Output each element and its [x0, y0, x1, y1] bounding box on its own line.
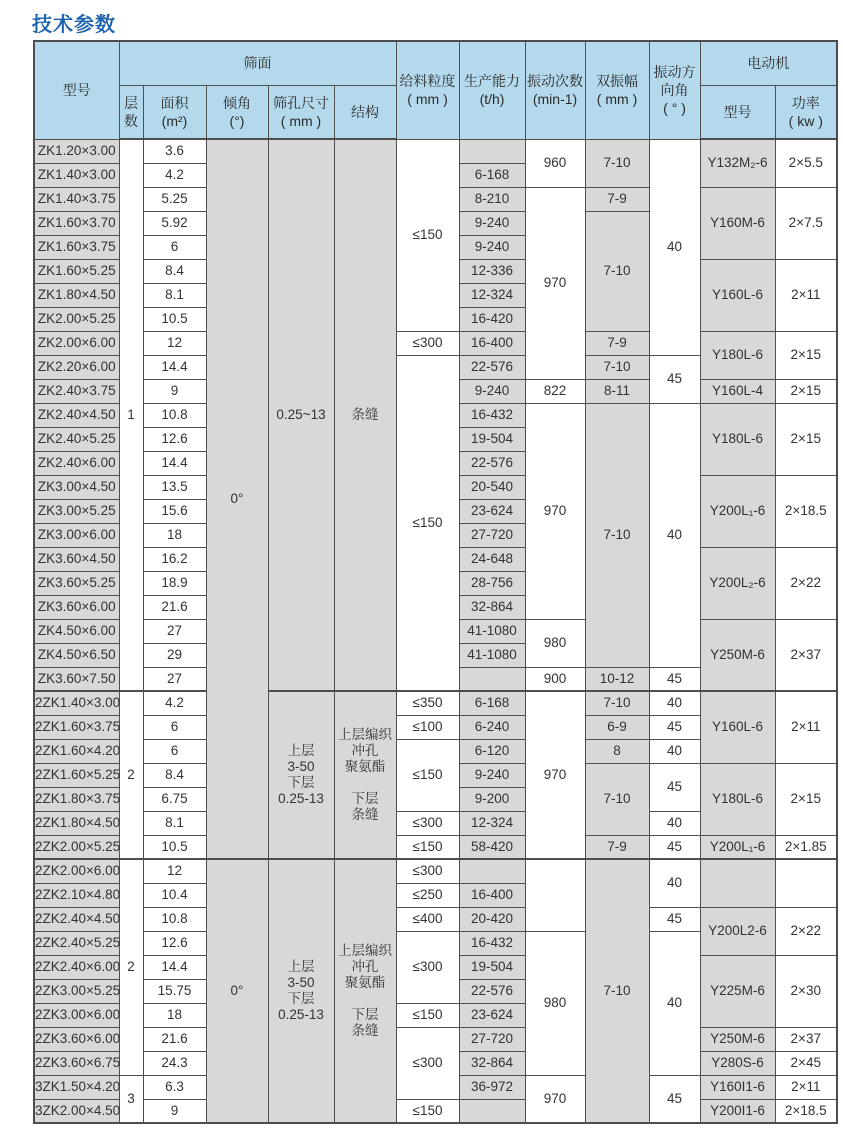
- cell-capacity: [459, 1099, 525, 1123]
- cell-layers: 3: [119, 1075, 143, 1123]
- cell-area: 5.25: [143, 187, 206, 211]
- cell-model: 2ZK1.60×3.75: [34, 715, 119, 739]
- cell-angle: 45: [649, 835, 700, 859]
- cell-frequency: 970: [525, 403, 585, 619]
- cell-amplitude: 7-10: [585, 859, 649, 1123]
- cell-model: ZK3.60×4.50: [34, 547, 119, 571]
- cell-angle: 45: [649, 667, 700, 691]
- cell-power: [775, 859, 837, 907]
- cell-power: 2×11: [775, 691, 837, 763]
- header-frequency: 振动次数 (min-1): [525, 41, 585, 139]
- cell-frequency: 970: [525, 187, 585, 379]
- cell-layers: 2: [119, 691, 143, 859]
- cell-area: 6.3: [143, 1075, 206, 1099]
- cell-model: 2ZK1.80×3.75: [34, 787, 119, 811]
- cell-area: 13.5: [143, 475, 206, 499]
- cell-model: 2ZK2.40×6.00: [34, 955, 119, 979]
- cell-power: 2×15: [775, 331, 837, 379]
- cell-model: ZK3.00×6.00: [34, 523, 119, 547]
- cell-model: 2ZK2.10×4.80: [34, 883, 119, 907]
- cell-capacity: 9-240: [459, 211, 525, 235]
- cell-model: 2ZK2.40×5.25: [34, 931, 119, 955]
- cell-amplitude: 10-12: [585, 667, 649, 691]
- header-motor-model: 型号: [700, 85, 775, 139]
- cell-capacity: 22-576: [459, 451, 525, 475]
- cell-amplitude: 8-11: [585, 379, 649, 403]
- cell-model: ZK4.50×6.50: [34, 643, 119, 667]
- cell-capacity: 6-240: [459, 715, 525, 739]
- cell-frequency: 822: [525, 379, 585, 403]
- cell-model: ZK2.40×3.75: [34, 379, 119, 403]
- cell-amplitude: 7-10: [585, 691, 649, 715]
- cell-motor: Y250M-6: [700, 1027, 775, 1051]
- cell-model: ZK4.50×6.00: [34, 619, 119, 643]
- cell-model: ZK2.20×6.00: [34, 355, 119, 379]
- cell-feed: ≤150: [396, 739, 459, 811]
- cell-capacity: 23-624: [459, 1003, 525, 1027]
- cell-motor: Y250M-6: [700, 619, 775, 691]
- cell-area: 12.6: [143, 427, 206, 451]
- cell-power: 2×30: [775, 955, 837, 1027]
- header-feed-size: 给料粒度 ( mm ): [396, 41, 459, 139]
- cell-area: 16.2: [143, 547, 206, 571]
- cell-capacity: 28-756: [459, 571, 525, 595]
- cell-amplitude: 7-10: [585, 763, 649, 835]
- cell-area: 6: [143, 715, 206, 739]
- cell-capacity: 19-504: [459, 427, 525, 451]
- cell-capacity: [459, 139, 525, 163]
- cell-capacity: 19-504: [459, 955, 525, 979]
- table-row: [34, 835, 837, 859]
- cell-model: ZK2.40×4.50: [34, 403, 119, 427]
- cell-power: 2×5.5: [775, 139, 837, 187]
- table-header: [34, 41, 837, 139]
- cell-area: 14.4: [143, 451, 206, 475]
- cell-motor: Y200L₁-6: [700, 835, 775, 859]
- header-amplitude: 双振幅 ( mm ): [585, 41, 649, 139]
- cell-power: 2×15: [775, 763, 837, 835]
- cell-model: ZK1.20×3.00: [34, 139, 119, 163]
- cell-model: ZK1.40×3.75: [34, 187, 119, 211]
- cell-power: 2×11: [775, 1075, 837, 1099]
- cell-model: 2ZK3.60×6.75: [34, 1051, 119, 1075]
- header-structure: 结构: [334, 85, 396, 139]
- cell-model: ZK2.40×6.00: [34, 451, 119, 475]
- cell-power: 2×18.5: [775, 475, 837, 547]
- table-row: [34, 859, 837, 883]
- cell-model: ZK3.60×6.00: [34, 595, 119, 619]
- cell-angle: 40: [649, 739, 700, 763]
- cell-area: 10.4: [143, 883, 206, 907]
- cell-incline: 0°: [206, 859, 268, 1123]
- cell-feed: ≤300: [396, 811, 459, 835]
- cell-area: 12.6: [143, 931, 206, 955]
- header-motor: 电动机: [700, 41, 837, 85]
- cell-feed: ≤100: [396, 715, 459, 739]
- cell-area: 8.4: [143, 763, 206, 787]
- cell-area: 12: [143, 859, 206, 883]
- cell-frequency: 980: [525, 931, 585, 1075]
- cell-model: ZK3.00×4.50: [34, 475, 119, 499]
- cell-capacity: [459, 667, 525, 691]
- cell-model: ZK2.00×6.00: [34, 331, 119, 355]
- cell-area: 6.75: [143, 787, 206, 811]
- cell-model: ZK1.60×5.25: [34, 259, 119, 283]
- cell-angle: 40: [649, 139, 700, 355]
- cell-capacity: 27-720: [459, 523, 525, 547]
- cell-capacity: 41-1080: [459, 643, 525, 667]
- cell-area: 12: [143, 331, 206, 355]
- cell-capacity: 12-336: [459, 259, 525, 283]
- cell-structure: 条缝: [334, 139, 396, 691]
- cell-feed: ≤300: [396, 859, 459, 883]
- table-row: [34, 907, 837, 931]
- cell-feed: ≤150: [396, 835, 459, 859]
- cell-capacity: 16-420: [459, 307, 525, 331]
- header-angle: 振动方 向角 ( ° ): [649, 41, 700, 139]
- cell-angle: 40: [649, 859, 700, 907]
- cell-area: 6: [143, 235, 206, 259]
- cell-capacity: 12-324: [459, 283, 525, 307]
- cell-model: 3ZK2.00×4.50: [34, 1099, 119, 1123]
- cell-feed: ≤350: [396, 691, 459, 715]
- cell-capacity: 23-624: [459, 499, 525, 523]
- header-area: 面积 (m²): [143, 85, 206, 139]
- spec-table: [33, 40, 838, 1124]
- cell-capacity: 27-720: [459, 1027, 525, 1051]
- cell-area: 18: [143, 1003, 206, 1027]
- cell-area: 10.8: [143, 907, 206, 931]
- cell-model: ZK2.40×5.25: [34, 427, 119, 451]
- cell-model: 2ZK1.60×4.20: [34, 739, 119, 763]
- cell-motor: Y160M-6: [700, 187, 775, 259]
- cell-area: 15.6: [143, 499, 206, 523]
- cell-capacity: 9-240: [459, 763, 525, 787]
- cell-amplitude: 7-10: [585, 355, 649, 379]
- cell-structure: 上层编织 冲孔 聚氨酯 下层 条缝: [334, 859, 396, 1123]
- cell-area: 8.1: [143, 811, 206, 835]
- cell-amplitude: 6-9: [585, 715, 649, 739]
- table-row: [34, 139, 837, 163]
- cell-capacity: 16-432: [459, 931, 525, 955]
- cell-model: ZK1.60×3.70: [34, 211, 119, 235]
- cell-motor: Y200L₁-6: [700, 475, 775, 547]
- cell-motor: Y225M-6: [700, 955, 775, 1027]
- cell-frequency: 900: [525, 667, 585, 691]
- cell-power: 2×18.5: [775, 1099, 837, 1123]
- cell-power: 2×22: [775, 547, 837, 619]
- cell-capacity: 6-168: [459, 163, 525, 187]
- cell-area: 9: [143, 1099, 206, 1123]
- cell-power: 2×1.85: [775, 835, 837, 859]
- cell-structure: 上层编织 冲孔 聚氨酯 下层 条缝: [334, 691, 396, 859]
- cell-area: 10.5: [143, 307, 206, 331]
- cell-feed: ≤300: [396, 931, 459, 1003]
- cell-capacity: 20-420: [459, 907, 525, 931]
- cell-capacity: 20-540: [459, 475, 525, 499]
- cell-area: 3.6: [143, 139, 206, 163]
- page-title: 技术参数: [32, 14, 116, 36]
- cell-model: 2ZK2.00×6.00: [34, 859, 119, 883]
- cell-frequency: 970: [525, 1075, 585, 1123]
- cell-amplitude: 7-10: [585, 403, 649, 667]
- cell-capacity: 36-972: [459, 1075, 525, 1099]
- header-screen-surface: 筛面: [119, 41, 396, 85]
- cell-angle: 40: [649, 691, 700, 715]
- cell-model: ZK3.60×5.25: [34, 571, 119, 595]
- cell-area: 21.6: [143, 1027, 206, 1051]
- cell-motor: Y160L-4: [700, 379, 775, 403]
- cell-area: 21.6: [143, 595, 206, 619]
- cell-capacity: 32-864: [459, 595, 525, 619]
- cell-amplitude: 7-9: [585, 187, 649, 211]
- cell-capacity: 32-864: [459, 1051, 525, 1075]
- cell-amplitude: 7-10: [585, 211, 649, 331]
- cell-power: 2×37: [775, 1027, 837, 1051]
- cell-angle: 45: [649, 763, 700, 811]
- cell-capacity: 16-432: [459, 403, 525, 427]
- cell-motor: [700, 859, 775, 907]
- cell-capacity: 6-120: [459, 739, 525, 763]
- cell-capacity: 9-240: [459, 235, 525, 259]
- cell-motor: Y280S-6: [700, 1051, 775, 1075]
- cell-power: 2×22: [775, 907, 837, 955]
- cell-area: 27: [143, 667, 206, 691]
- cell-area: 10.8: [143, 403, 206, 427]
- cell-model: 2ZK1.40×3.00: [34, 691, 119, 715]
- cell-capacity: 22-576: [459, 355, 525, 379]
- cell-angle: 45: [649, 1075, 700, 1123]
- cell-model: 2ZK3.60×6.00: [34, 1027, 119, 1051]
- cell-area: 10.5: [143, 835, 206, 859]
- cell-aperture: 0.25~13: [268, 139, 334, 691]
- cell-model: 2ZK2.40×4.50: [34, 907, 119, 931]
- table-row: [34, 691, 837, 715]
- cell-capacity: 9-200: [459, 787, 525, 811]
- cell-area: 14.4: [143, 355, 206, 379]
- cell-layers: 1: [119, 139, 143, 691]
- cell-angle: 40: [649, 403, 700, 667]
- cell-capacity: [459, 859, 525, 883]
- cell-motor: Y160L-6: [700, 691, 775, 763]
- cell-motor: Y180L-6: [700, 331, 775, 379]
- cell-frequency: [525, 859, 585, 931]
- cell-capacity: 24-648: [459, 547, 525, 571]
- cell-incline: 0°: [206, 139, 268, 859]
- cell-capacity: 58-420: [459, 835, 525, 859]
- cell-power: 2×15: [775, 403, 837, 475]
- table-body: [34, 139, 837, 1123]
- cell-model: ZK1.60×3.75: [34, 235, 119, 259]
- cell-model: 2ZK2.00×5.25: [34, 835, 119, 859]
- cell-capacity: 12-324: [459, 811, 525, 835]
- cell-amplitude: 7-10: [585, 139, 649, 187]
- header-capacity: 生产能力 (t/h): [459, 41, 525, 139]
- cell-motor: Y160I1-6: [700, 1075, 775, 1099]
- cell-area: 24.3: [143, 1051, 206, 1075]
- table-row: [34, 331, 837, 355]
- cell-capacity: 41-1080: [459, 619, 525, 643]
- cell-motor: Y132M₂-6: [700, 139, 775, 187]
- cell-motor: Y200L₂-6: [700, 547, 775, 619]
- cell-area: 27: [143, 619, 206, 643]
- header-aperture: 筛孔尺寸 ( mm ): [268, 85, 334, 139]
- cell-area: 8.4: [143, 259, 206, 283]
- cell-angle: 45: [649, 907, 700, 931]
- cell-feed: ≤250: [396, 883, 459, 907]
- cell-area: 4.2: [143, 163, 206, 187]
- cell-motor: Y200I1-6: [700, 1099, 775, 1123]
- cell-area: 15.75: [143, 979, 206, 1003]
- cell-layers: 2: [119, 859, 143, 1075]
- cell-amplitude: 7-9: [585, 331, 649, 355]
- cell-area: 18: [143, 523, 206, 547]
- cell-model: ZK3.60×7.50: [34, 667, 119, 691]
- cell-capacity: 8-210: [459, 187, 525, 211]
- header-power: 功率 ( kw ): [775, 85, 837, 139]
- table-row: [34, 1099, 837, 1123]
- cell-feed: ≤150: [396, 139, 459, 331]
- cell-capacity: 9-240: [459, 379, 525, 403]
- cell-capacity: 6-168: [459, 691, 525, 715]
- cell-feed: ≤400: [396, 907, 459, 931]
- header-incline: 倾角 (°): [206, 85, 268, 139]
- cell-feed: ≤150: [396, 1003, 459, 1027]
- cell-feed: ≤300: [396, 331, 459, 355]
- cell-model: 2ZK1.60×5.25: [34, 763, 119, 787]
- cell-angle: 45: [649, 715, 700, 739]
- cell-area: 18.9: [143, 571, 206, 595]
- cell-feed: ≤150: [396, 355, 459, 691]
- cell-angle: 40: [649, 811, 700, 835]
- cell-frequency: 980: [525, 619, 585, 667]
- cell-model: 3ZK1.50×4.20: [34, 1075, 119, 1099]
- cell-model: ZK2.00×5.25: [34, 307, 119, 331]
- table-row: [34, 1027, 837, 1051]
- cell-power: 2×45: [775, 1051, 837, 1075]
- cell-area: 5.92: [143, 211, 206, 235]
- cell-motor: Y180L-6: [700, 403, 775, 475]
- cell-feed: ≤300: [396, 1027, 459, 1099]
- cell-aperture: 上层 3-50 下层 0.25-13: [268, 691, 334, 859]
- cell-aperture: 上层 3-50 下层 0.25-13: [268, 859, 334, 1123]
- cell-area: 4.2: [143, 691, 206, 715]
- cell-area: 6: [143, 739, 206, 763]
- cell-model: ZK1.40×3.00: [34, 163, 119, 187]
- cell-power: 2×7.5: [775, 187, 837, 259]
- cell-frequency: 970: [525, 691, 585, 859]
- cell-capacity: 16-400: [459, 883, 525, 907]
- cell-power: 2×11: [775, 259, 837, 331]
- cell-angle: 40: [649, 931, 700, 1075]
- header-layers: 层 数: [119, 85, 143, 139]
- cell-feed: ≤150: [396, 1099, 459, 1123]
- cell-area: 29: [143, 643, 206, 667]
- cell-power: 2×37: [775, 619, 837, 691]
- cell-model: ZK1.80×4.50: [34, 283, 119, 307]
- cell-model: ZK3.00×5.25: [34, 499, 119, 523]
- cell-power: 2×15: [775, 379, 837, 403]
- cell-area: 9: [143, 379, 206, 403]
- cell-frequency: 960: [525, 139, 585, 187]
- cell-area: 8.1: [143, 283, 206, 307]
- cell-motor: Y200L2-6: [700, 907, 775, 955]
- cell-model: 2ZK3.00×6.00: [34, 1003, 119, 1027]
- cell-amplitude: 7-9: [585, 835, 649, 859]
- cell-motor: Y160L-6: [700, 259, 775, 331]
- cell-capacity: 22-576: [459, 979, 525, 1003]
- cell-angle: 45: [649, 355, 700, 403]
- cell-model: 2ZK3.00×5.25: [34, 979, 119, 1003]
- cell-area: 14.4: [143, 955, 206, 979]
- cell-model: 2ZK1.80×4.50: [34, 811, 119, 835]
- cell-amplitude: 8: [585, 739, 649, 763]
- cell-motor: Y180L-6: [700, 763, 775, 835]
- cell-capacity: 16-400: [459, 331, 525, 355]
- header-model: 型号: [34, 41, 119, 139]
